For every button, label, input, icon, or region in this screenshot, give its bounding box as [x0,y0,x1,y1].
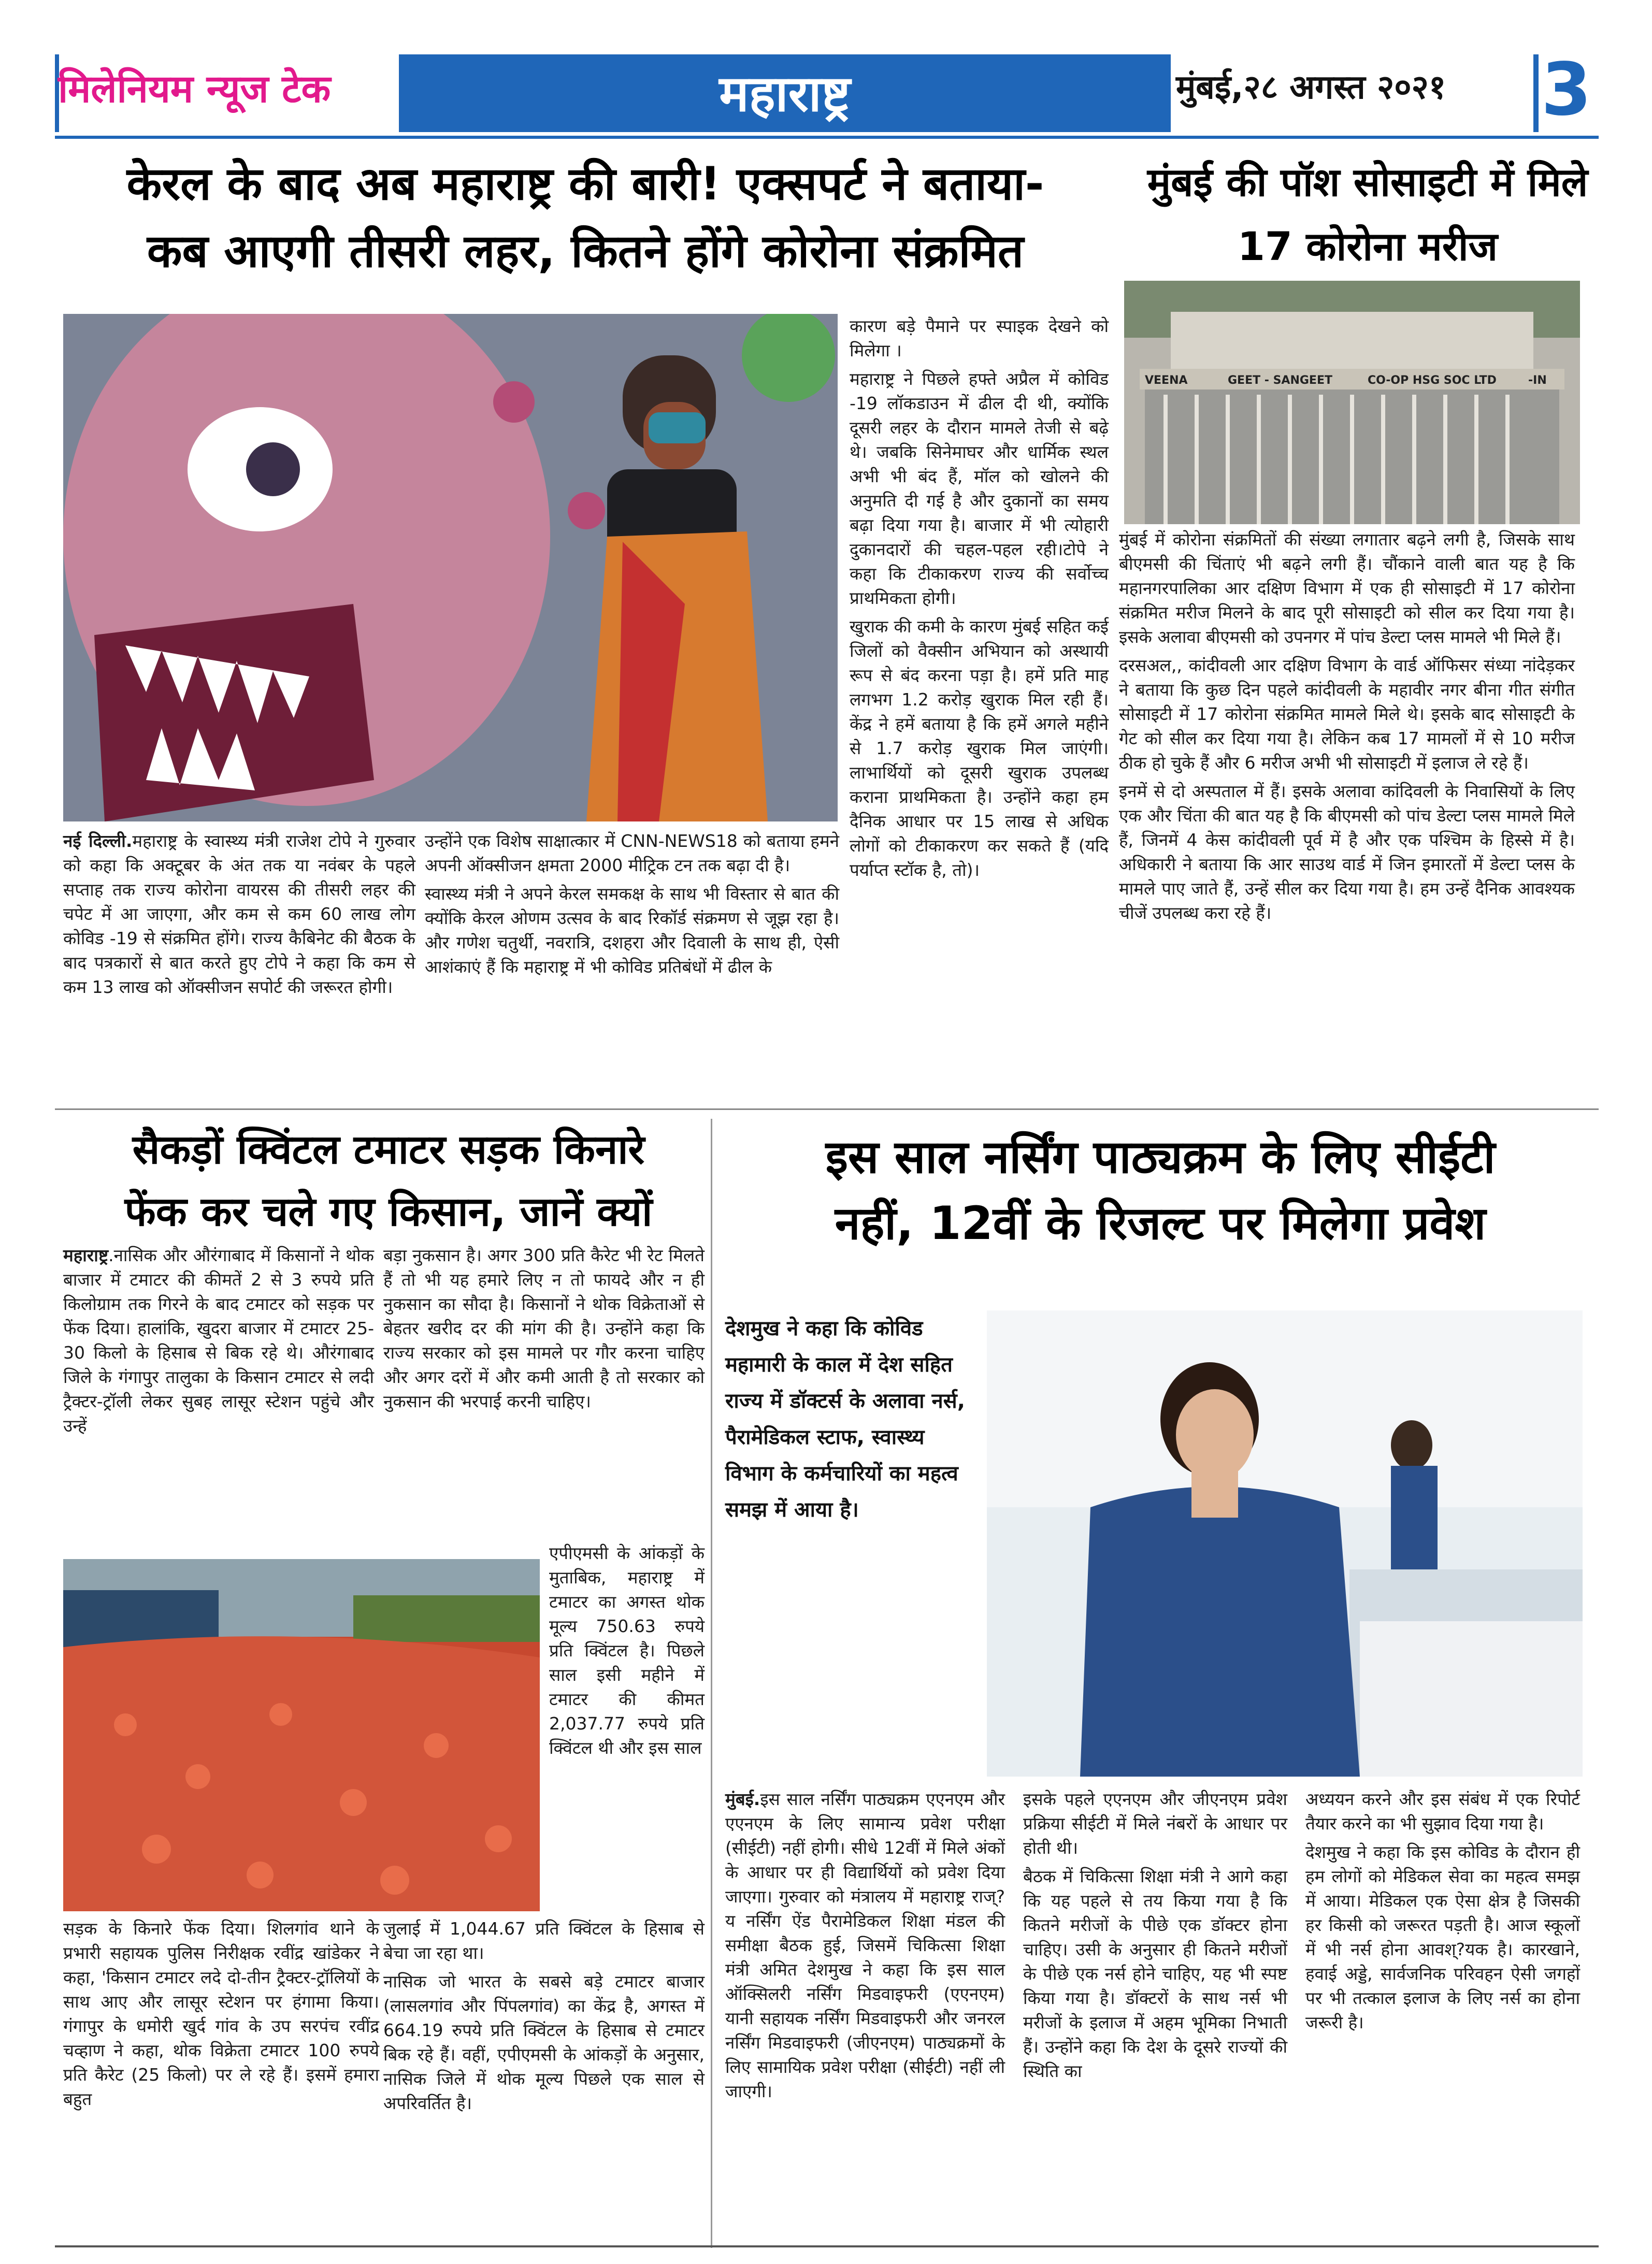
nursing-headline-line1: इस साल नर्सिंग पाठ्यक्रम के लिए सीईटी [825,1130,1496,1184]
nursing-column-2 [1023,1787,1287,2087]
footer-rule [55,2245,1599,2247]
nursing-col1-paragraph [725,1787,1005,2103]
tomato-headline [52,1119,725,1243]
nursing-col2-paragraph: इसके पहले एएनएम और जीएनएम प्रवेश प्रक्रिया सीईटी में मिले नंबरों के आधार पर होती थी। [1023,1789,1287,1858]
gate-sign-left: VEENA [1145,374,1188,387]
nursing-col2-paragraph: बैठक में चिकित्सा शिक्षा मंत्री ने आगे कहा कि यह पहले से तय किया गया है कि कितने मरीजों के पीछे एक डॉक्टर होना चाहिए। उसी के अनुसार ही कितने मरीजों के पीछे एक नर्स होने चाहिए, यह भी स्पष्ट किया गया है। डॉक्टरों के साथ नर्स भी मरीजों के इलाज में अहम भूमिका निभाती हैं। उन्होंने कहा कि देश के दूसरे राज्यों की स्थिति का [1023,1866,1287,2081]
kerala-column-1 [63,829,415,1003]
gate-sign-right2: -IN [1528,374,1547,387]
tomato-col2-paragraph: बड़ा नुकसान है। अगर 300 प्रति कैरेट भी रेट मिलते हैं तो भी यह हमारे लिए न तो फायदे और न ही नुकसान का सौदा है। किसानों ने थोक विक्रेताओं से बेहतर खरीद दर की मांग की है। उन्होंने कहा कि राज्य सरकार को इस मामले पर गौर करना चाहिए और अगर दरों में और कमी आती है तो सरकार को नुकसान की भरपाई करनी चाहिए। [383,1245,705,1411]
mumbai-column [1119,527,1575,929]
masthead-rule [55,136,1599,139]
tomato-dateline: महाराष्ट्र [63,1245,109,1265]
kerala-column-2 [425,829,839,983]
mumbai-paragraph: इनमें से दो अस्पताल में हैं। इसके अलावा कांदिवली के निवासियों के लिए एक और चिंता की बात यह है कि बीएमसी को पांच डेल्टा प्लस मामले मिले हैं, जिनमें 4 केस कांदीवली पूर्व में है और एक पश्चिम के हिस्से में है। अधिकारी ने बताया कि आर साउथ वार्ड में जिन इमारतों में डेल्टा प्लस के मामले पाए जाते हैं, उन्हें सील कर दिया गया है। हम उन्हें दैनिक आवश्यक चीजें उपलब्ध करा रहे हैं। [1119,781,1575,923]
tomato-column-1 [63,1243,374,1442]
kerala-dateline: नई दिल्ली. [63,831,133,851]
tomato-headline-line2: फेंक कर चले गए किसान, जानें क्यों [124,1189,653,1235]
kerala-col-right-paragraph: खुराक की कमी के कारण मुंबई सहित कई जिलों को वैक्सीन अभियान को अस्थायी रूप से बंद करना पड़ा है। हमें प्रति माह लगभग 1.2 करोड़ खुराक मिल रही हैं। केंद्र ने हमें बताया है कि हमें अगले महीने से 1.7 करोड़ खुराक मिल जाएंगी। लाभार्थियों को दूसरी खुराक उपलब्ध कराना प्राथमिकता है। उन्होंने कहा हम दैनिक आधार पर 15 लाख से अधिक लोगों को टीकाकरण कर सकते हैं (यदि पर्याप्त स्टॉक है, तो)। [850,616,1109,880]
society-gate-photo [1124,281,1580,524]
kerala-col1-text: महाराष्ट्र के स्वास्थ्य मंत्री राजेश टोपे ने गुरुवार को कहा कि अक्टूबर के अंत तक या नवंबर के पहले सप्ताह तक राज्य कोरोना वायरस की तीसरी लहर की चपेट में आ जाएगा, और कम से कम 60 लाख लोग कोविड -19 से संक्रमित होंगे। राज्य कैबिनेट की बैठक के बाद पत्रकारों से बात करते हुए टोपे ने कहा कि कम से कम 13 लाख को ऑक्सीजन सपोर्ट की जरूरत होगी। [63,831,415,997]
gate-sign-mid: GEET - SANGEET [1228,374,1332,387]
tomato-photo [63,1559,540,1911]
kerala-headline-line1: केरल के बाद अब महाराष्ट्र की बारी! एक्सपर्ट ने बताया- [126,157,1044,210]
kerala-headline [52,150,1119,285]
nursing-col3-paragraph: अध्ययन करने और इस संबंध में एक रिपोर्ट तैयार करने का भी सुझाव दिया गया है। [1305,1789,1580,1834]
page-number: 3 [1541,48,1592,132]
mumbai-headline [1119,150,1616,279]
tomato-column-b2 [383,1916,705,2119]
masthead-dateline: मुंबई,२८ अगस्त २०२१ [1176,68,1446,107]
mumbai-headline-line2: 17 कोरोना मरीज [1238,223,1498,269]
tomato-colb2-paragraph: जुलाई में 1,044.67 प्रति क्विंटल के हिसाब से बेचा जा रहा था। [383,1919,705,1963]
mumbai-paragraph: दरसअल,, कांदीवली आर दक्षिण विभाग के वार्ड ऑफिसर संध्या नांदेड़कर ने बताया कि कुछ दिन पहले कांदीवली के महावीर नगर बीना गीत संगीत सोसाइटी में 17 कोरोना संक्रमित मामले मिले थे। इसके बाद सोसाइटी के गेट को सील कर दिया गया है। लेकिन कब 17 मामलों में से 10 मरीज ठीक हो चुके हैं और 6 मरीज अभी भी सोसाइटी में इलाज ले रहे हैं। [1119,655,1575,773]
kerala-col2-paragraph: उन्होंने एक विशेष साक्षात्कार में CNN-NEWS18 को बताया हमने अपनी ऑक्सीजन क्षमता 2000 मीट्रिक टन तक बढ़ा दी है। [425,831,839,875]
kerala-headline-line2: कब आएगी तीसरी लहर, कितने होंगे कोरोना संक्रमित [147,224,1024,278]
kerala-mural-photo [63,314,838,821]
nurse-hospital-photo [987,1310,1583,1777]
tomato-col1-text: .नासिक और औरंगाबाद में किसानों ने थोक बाजार में टमाटर की कीमतें 2 से 3 रुपये प्रति किलोग्राम तक गिरने के बाद टमाटर को सड़क पर फेंक दिया। हालांकि, खुदरा बाजार में टमाटर 25-30 किलो के हिसाब से बिक रहे थे। औरंगाबाद जिले के गंगापुर तालुका के किसान टमाटर से लदी ट्रैक्टर-ट्रॉली लेकर सुबह लासूर स्टेशन पहुंचे और उन्हें [63,1245,374,1436]
kerala-col-right-paragraph: कारण बड़े पैमाने पर स्पाइक देखने को मिलेगा । [850,316,1109,360]
tomato-colb2-paragraph: नासिक जो भारत के सबसे बड़े टमाटर बाजार (लासलगांव और पिंपलगांव) का केंद्र है, अगस्त में 664.19 रुपये प्रति क्विंटल के हिसाब से टमाटर बिक रहे हैं। वहीं, एपीएमसी के आंकड़ों के अनुसार, नासिक जिले में थोक मूल्य पिछले एक साल से अपरिवर्तित है। [383,1971,705,2113]
nursing-headline [715,1124,1606,1257]
nursing-headline-line2: नहीं, 12वीं के रिजल्ट पर मिलेगा प्रवेश [835,1196,1486,1250]
gate-sign-right: CO-OP HSG SOC LTD [1368,374,1497,387]
column-divider [711,1119,712,2248]
tomato-col1-paragraph [63,1243,374,1438]
tomato-headline-line1: सैकड़ों क्विंटल टमाटर सड़क किनारे [132,1127,645,1173]
tomato-colb1-paragraph: सड़क के किनारे फेंक दिया। शिलगांव थाने के प्रभारी सहायक पुलिस निरीक्षक रवींद्र खांडेकर ने कहा, 'किसान टमाटर लदे दो-तीन ट्रैक्टर-ट्रॉलियों के साथ आए और लासूर स्टेशन पर हंगामा किया। गंगापुर के धमोरी खुर्द गांव के उप सरपंच रवींद्र चव्हाण ने कहा, थोक विक्रेता टमाटर 100 रुपये प्रति कैरेट (25 किलो) पर ले रहे हैं। इसमें हमारा बहुत [63,1919,379,2109]
horizontal-divider [55,1108,1599,1110]
nursing-column-1 [725,1787,1005,2108]
mumbai-headline-line1: मुंबई की पॉश सोसाइटी में मिले [1147,159,1588,205]
tomato-column-b1 [63,1916,379,2115]
nursing-pullquote: देशमुख ने कहा कि कोविड महामारी के काल में देश सहित राज्य में डॉक्टर्स के अलावा नर्स, पैरामेडिकल स्टाफ, स्वास्थ्य विभाग के कर्मचारियों का महत्व समझ में आया है। [725,1317,965,1522]
mumbai-paragraph: मुंबई में कोरोना संक्रमितों की संख्या लगातार बढ़ने लगी है, जिसके साथ बीएमसी की चिंताएं भी बढ़ने लगी हैं। चौंकाने वाली बात यह है कि महानगरपालिका आर दक्षिण विभाग में एक ही सोसाइटी में 17 कोरोना संक्रमित मरीज मिलने के बाद पूरी सोसाइटी को सील कर दिया गया है। इसके अलावा बीएमसी को उपनगर में पांच डेल्टा प्लस मामले भी मिले हैं। [1119,529,1575,647]
tomato-beside-paragraph: एपीएमसी के आंकड़ों के मुताबिक, महाराष्ट्र में टमाटर का अगस्त थोक मूल्य 750.63 रुपये प्रति क्विंटल है। पिछले साल इसी महीने में टमाटर की कीमत 2,037.77 रुपये प्रति क्विंटल थी और इस साल [549,1543,705,1758]
kerala-column-right [850,314,1109,886]
kerala-col2-paragraph: स्वास्थ्य मंत्री ने अपने केरल समकक्ष के साथ भी विस्तार से बात की क्योंकि केरल ओणम उत्सव के बाद रिकॉर्ड संक्रमण से जूझ रहा है। और गणेश चतुर्थी, नवरात्रि, दशहरा और दिवाली के साथ ही, ऐसी आशंकाएं हैं कि महाराष्ट्र में भी कोविड प्रतिबंधों में ढील के [425,884,839,977]
nursing-dateline: मुंबई. [725,1789,760,1809]
nursing-col3-paragraph: देशमुख ने कहा कि इस कोविड के दौरान ही हम लोगों को मेडिकल सेवा का महत्व समझ में आया। मेडिकल एक ऐसा क्षेत्र है जिसकी हर किसी को जरूरत पड़ती है। आज स्कूलों में भी नर्स होना आवश्?यक है। कारखाने, हवाई अड्डे, सार्वजनिक परिवहन ऐसी जगहों पर भी तत्काल इलाज के लिए नर्स का होना जरूरी है। [1305,1842,1580,2032]
kerala-col1-paragraph [63,829,415,999]
kerala-col-right-paragraph: महाराष्ट्र ने पिछले हफ्ते अप्रैल में कोविड -19 लॉकडाउन में ढील दी थी, क्योंकि दूसरी लहर के दौरान मामले तेजी से बढ़े थे। जबकि सिनेमाघर और धार्मिक स्थल अभी भी बंद हैं, मॉल को खोलने की अनुमति दी गई है और दुकानों का समय बढ़ा दिया गया है। बाजार में भी त्योहारी दुकानदारों की चहल-पहल रही।टोपे ने कहा कि टीकाकरण राज्य की सर्वोच्च प्राथमिकता होगी। [850,369,1109,608]
section-title: महाराष्ट्र [719,65,851,123]
nursing-column-3 [1305,1787,1580,2039]
nursing-col1-text: इस साल नर्सिंग पाठ्यक्रम एएनएम और एएनएम के लिए सामान्य प्रवेश परीक्षा (सीईटी) नहीं होगी। सीधे 12वीं में मिले अंकों के आधार पर ही विद्यार्थियों को प्रवेश दिया जाएगा। गुरुवार को मंत्रालय में महाराष्ट्र राज्?य नर्सिंग ऐंड पैरामेडिकल शिक्षा मंडल की समीक्षा बैठक हुई, जिसमें चिकित्सा शिक्षा मंत्री अमित देशमुख ने कहा कि इस साल ऑक्सिलरी नर्सिंग मिडवाइफरी (एएनएम) यानी सहायक नर्सिंग मिडवाइफरी और जनरल नर्सिंग मिडवाइफरी (जीएनएम) पाठ्यक्रमों के लिए सामायिक प्रवेश परीक्षा (सीईटी) नहीं ली जाएगी। [725,1789,1005,2101]
masthead-brand: मिलेनियम न्यूज टेक [58,67,331,111]
tomato-beside-image-column [549,1541,705,1764]
tomato-column-2 [383,1243,705,1418]
